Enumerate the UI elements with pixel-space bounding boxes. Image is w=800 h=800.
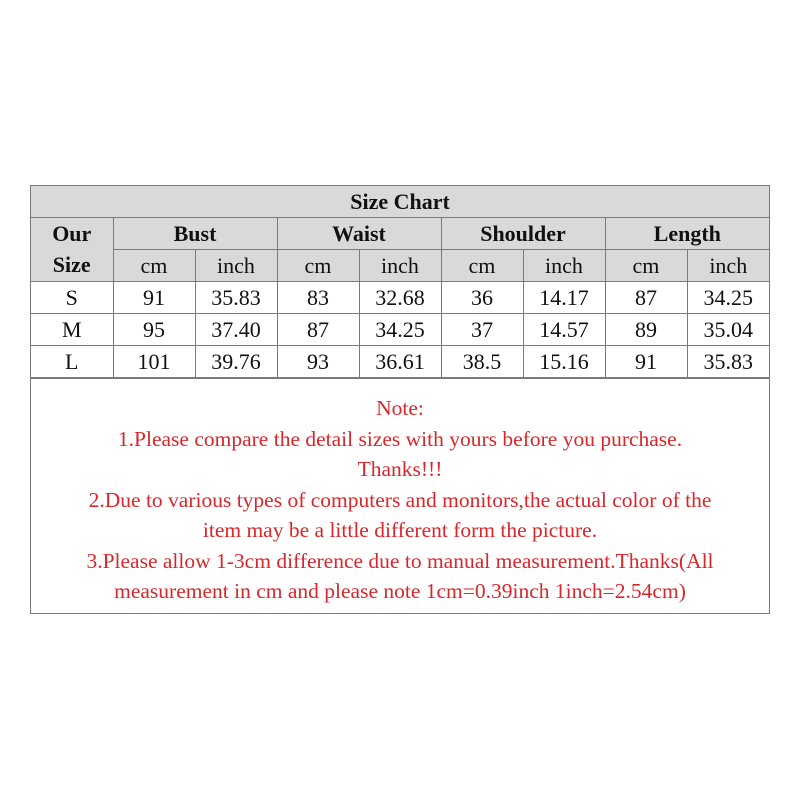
note-heading: Note: (376, 396, 424, 420)
bust-cm-header: cm (113, 250, 195, 282)
note-line-2: Thanks!!! (357, 457, 443, 481)
size-label: M (31, 314, 113, 346)
shoulder-cm-cell: 37 (441, 314, 523, 346)
title-row (31, 186, 769, 218)
bust-inch-cell: 39.76 (195, 346, 277, 378)
shoulder-cm-cell: 36 (441, 282, 523, 314)
waist-inch-cell: 36.61 (359, 346, 441, 378)
header-row-groups (31, 218, 769, 250)
length-cm-cell: 87 (605, 282, 687, 314)
length-inch-header: inch (687, 250, 769, 282)
bust-inch-header: inch (195, 250, 277, 282)
waist-cm-header: cm (277, 250, 359, 282)
length-inch-cell: 34.25 (687, 282, 769, 314)
table-row (31, 282, 769, 314)
shoulder-inch-cell: 14.17 (523, 282, 605, 314)
waist-cm-cell: 83 (277, 282, 359, 314)
bust-inch-cell: 35.83 (195, 282, 277, 314)
bust-cm-cell: 95 (113, 314, 195, 346)
size-label: L (31, 346, 113, 378)
our-size-header-bottom: Size (31, 250, 113, 282)
note-line-4: item may be a little different form the picture. (202, 518, 598, 542)
bust-inch-cell: 37.40 (195, 314, 277, 346)
note-line-5: 3.Please allow 1-3cm difference due to manual measurement.Thanks(All (86, 548, 714, 573)
table-row (31, 346, 769, 378)
header-row-units (31, 250, 769, 282)
shoulder-cm-cell: 38.5 (441, 346, 523, 378)
bust-cm-cell: 91 (113, 282, 195, 314)
note-line-1: 1.Please compare the detail sizes with yours before you purchase. (117, 426, 683, 451)
length-header: Length (605, 218, 769, 250)
length-cm-cell: 89 (605, 314, 687, 346)
shoulder-header: Shoulder (441, 218, 605, 250)
shoulder-inch-cell: 14.57 (523, 314, 605, 346)
note-line-3: 2.Due to various types of computers and monitors,the actual color of the (88, 487, 712, 512)
shoulder-inch-cell: 15.16 (523, 346, 605, 378)
length-inch-cell: 35.83 (687, 346, 769, 378)
note-section (31, 378, 769, 607)
waist-inch-cell: 34.25 (359, 314, 441, 346)
length-inch-cell: 35.04 (687, 314, 769, 346)
bust-cm-cell: 101 (113, 346, 195, 378)
waist-inch-cell: 32.68 (359, 282, 441, 314)
bust-header: Bust (113, 218, 277, 250)
size-chart (30, 185, 770, 614)
shoulder-cm-header: cm (441, 250, 523, 282)
size-table (31, 186, 769, 378)
shoulder-inch-header: inch (523, 250, 605, 282)
waist-inch-header: inch (359, 250, 441, 282)
waist-cm-cell: 93 (277, 346, 359, 378)
waist-header: Waist (277, 218, 441, 250)
length-cm-cell: 91 (605, 346, 687, 378)
our-size-header-top: Our (31, 218, 113, 250)
chart-title: Size Chart (31, 186, 769, 218)
size-label: S (31, 282, 113, 314)
note-line-6: measurement in cm and please note 1cm=0.39inch 1inch=2.54cm) (114, 579, 686, 603)
length-cm-header: cm (605, 250, 687, 282)
table-row (31, 314, 769, 346)
waist-cm-cell: 87 (277, 314, 359, 346)
